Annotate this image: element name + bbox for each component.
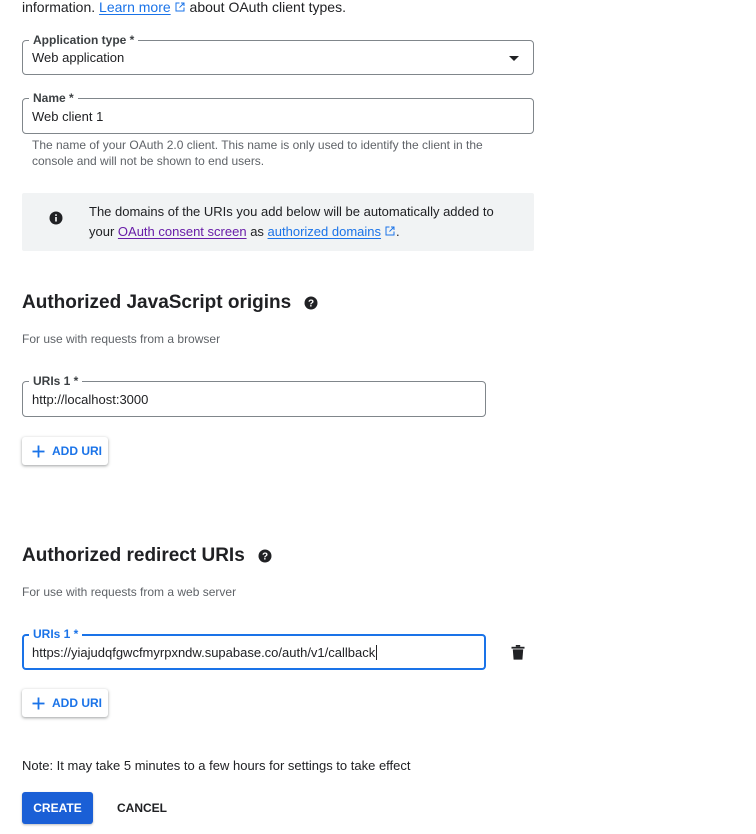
consent-screen-link[interactable]: OAuth consent screen [117,224,247,239]
authorized-domains-label: authorized domains [267,224,382,239]
intro-text [22,0,346,17]
create-button[interactable]: CREATE [22,792,93,824]
info-icon [49,211,63,225]
redirect-uris-subtitle: For use with requests from a web server [22,585,237,599]
name-field[interactable] [22,91,534,134]
add-redirect-uri-button[interactable] [22,689,108,717]
js-origins-subtitle: For use with requests from a browser [22,332,221,346]
plus-icon [32,697,45,710]
name-hint: The name of your OAuth 2.0 client. This name is only used to identify the client in the console and will not be shown to end users. [32,138,483,168]
redirect-uri-label: URIs 1 * [29,626,82,642]
redirect-uri-value: https://yiajudqfgwcfmyrpxndw.supabase.co/auth/v1/callback [32,644,376,660]
info-text [89,202,519,242]
external-link-icon [384,225,396,237]
authorized-domains-link[interactable] [268,224,396,239]
svg-text:?: ? [261,551,268,563]
help-icon[interactable] [258,549,272,563]
js-origins-title [22,292,318,314]
name-label: Name * [29,90,78,106]
external-link-icon [174,1,186,13]
js-origin-uri-label: URIs 1 * [29,373,82,389]
js-origins-title-text: Authorized JavaScript origins [22,292,292,313]
application-type-value: Web application [32,50,125,65]
application-type-select[interactable] [22,33,534,75]
text-caret [376,645,377,660]
learn-more-link[interactable] [99,0,186,15]
info-middle: as [250,224,264,239]
intro-suffix: about OAuth client types. [189,0,346,15]
js-origin-uri-input[interactable] [22,374,486,417]
cancel-button[interactable]: CANCEL [108,792,176,824]
help-icon[interactable] [304,296,318,310]
redirect-uri-value-wrap[interactable] [32,636,377,668]
info-end: . [396,224,400,239]
redirect-uris-title [22,545,272,567]
redirect-uris-title-text: Authorized redirect URIs [22,545,245,566]
name-value[interactable]: Web client 1 [32,108,104,124]
info-text-before: The domains of the URIs you add below will be automatically added to your [89,204,494,239]
js-origin-uri-value[interactable]: http://localhost:3000 [32,391,149,407]
chevron-down-icon[interactable] [509,56,519,61]
plus-icon [32,445,45,458]
svg-text:?: ? [308,298,315,310]
domains-info-box [22,193,534,251]
add-js-origin-label: ADD URI [52,444,102,458]
intro-prefix: information. [22,0,96,15]
trash-icon[interactable] [511,645,525,660]
redirect-uri-input[interactable] [22,627,486,670]
learn-more-label: Learn more [99,0,171,15]
application-type-label: Application type * [29,32,138,48]
add-js-origin-button[interactable] [22,437,108,465]
add-redirect-uri-label: ADD URI [52,696,102,710]
settings-note: Note: It may take 5 minutes to a few hours for settings to take effect [22,758,411,773]
